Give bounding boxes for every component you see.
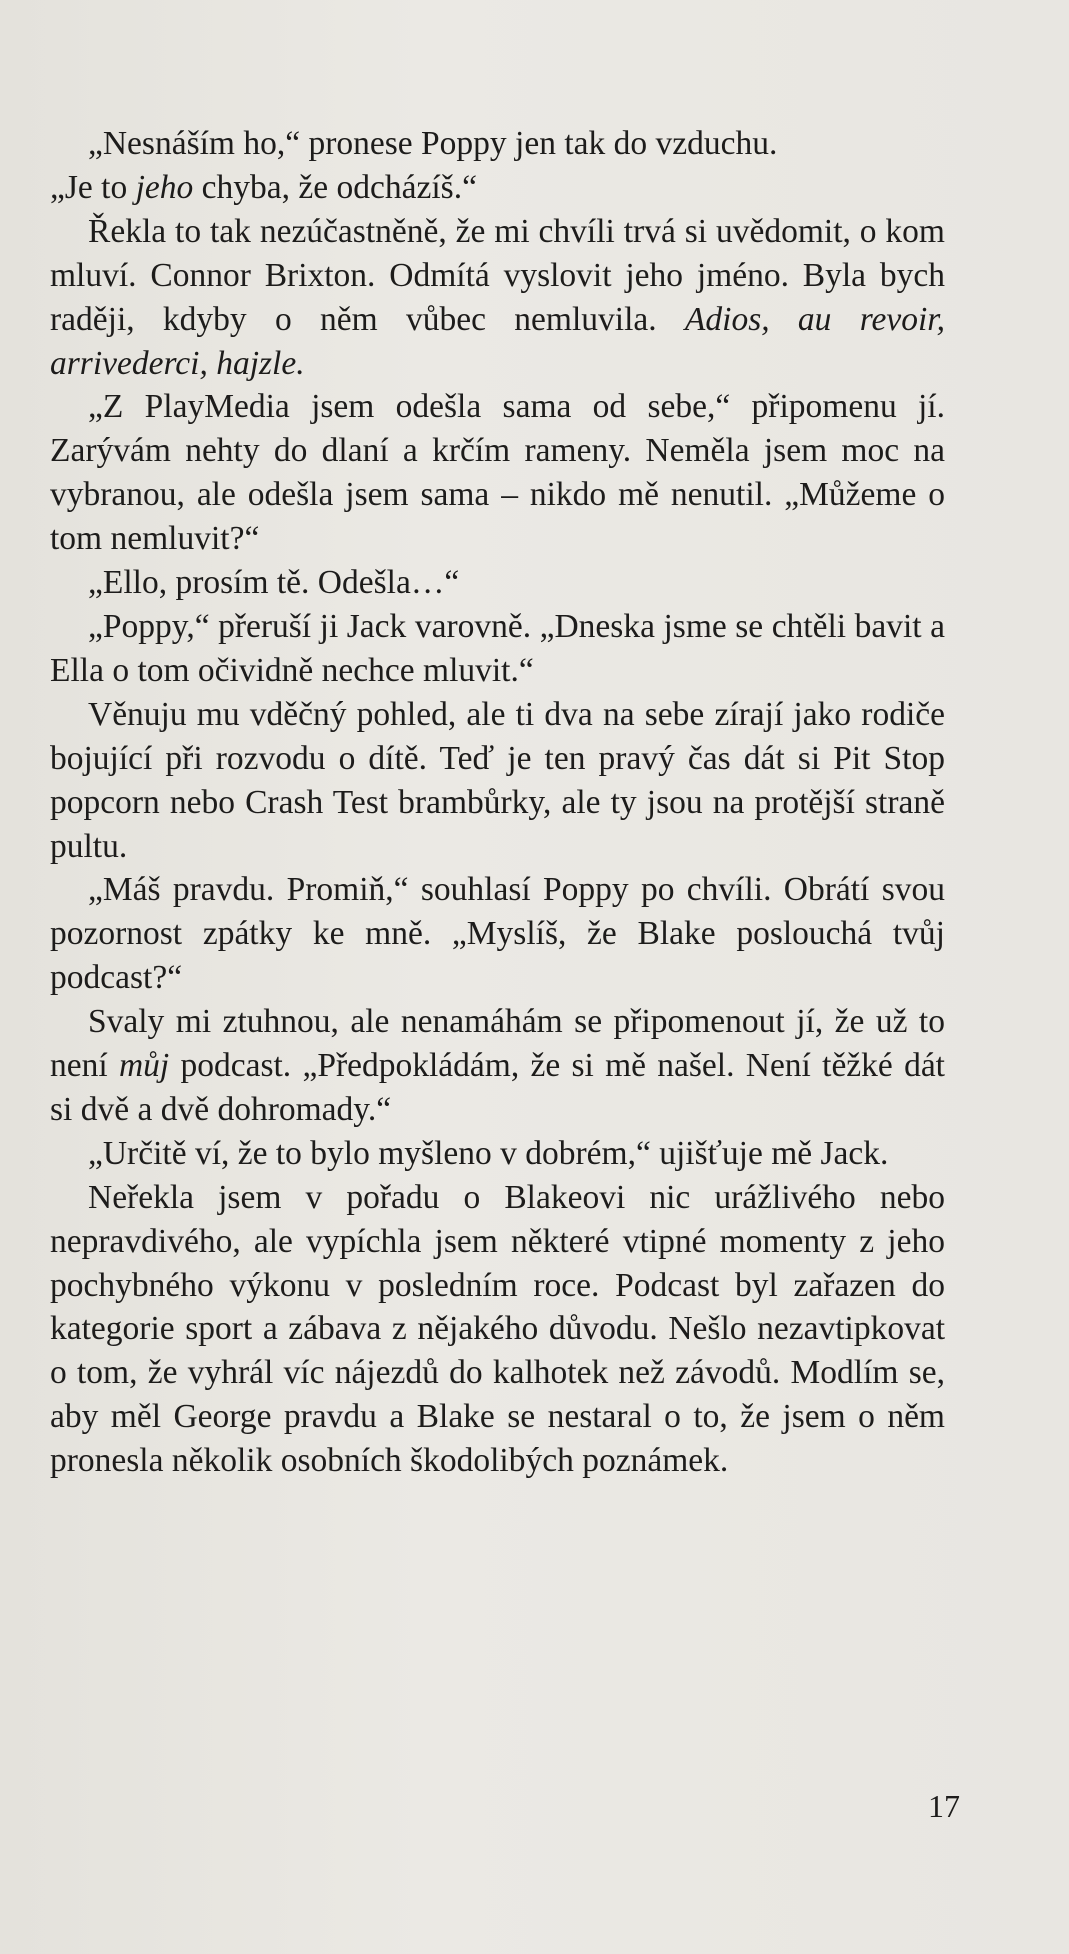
paragraph-1-line-a: „Nesnáším ho,“ pronese Poppy jen tak do vzduchu. <box>88 125 778 162</box>
paragraph-1-emphasis: jeho <box>135 168 194 206</box>
paragraph-9: „Určitě ví, že to bylo myšleno v dobrém,“ ujišťuje mě Jack. <box>88 1134 889 1172</box>
paragraph-2-text: Řekla to tak nezúčastněně, že mi chvíli trvá si uvědomit, o kom mluví. Connor Brixton. Odmítá vyslovit jeho jméno. Byla bych raději, kdyby o něm vůbec nemluvila. <box>50 212 945 338</box>
paragraph-4: „Ello, prosím tě. Odešla…“ <box>88 564 460 602</box>
paragraph-2 <box>50 210 945 386</box>
paragraph-8 <box>50 1000 945 1132</box>
paragraph-1-line-c: chyba, že odcházíš.“ <box>193 168 477 206</box>
paragraph-7: „Máš pravdu. Promiň,“ souhlasí Poppy po chvíli. Obrátí svou pozornost zpátky ke mně. „Myslíš, že Blake poslouchá tvůj podcast?“ <box>50 871 945 997</box>
paragraph-5: „Poppy,“ přeruší ji Jack varovně. „Dneska jsme se chtěli bavit a Ella o tom očividně nechce mluvit.“ <box>50 607 945 689</box>
paragraph-3: „Z PlayMedia jsem odešla sama od sebe,“ připomenu jí. Zarývám nehty do dlaní a krčím rameny. Neměla jsem moc na vybranou, ale odešla jsem sama – nikdo mě nenutil. „Můžeme o tom nemluvit?“ <box>50 388 945 558</box>
paragraph-1 <box>50 122 945 210</box>
paragraph-6: Věnuju mu vděčný pohled, ale ti dva na sebe zírají jako rodiče bojující při rozvodu o dítě. Teď je ten pravý čas dát si Pit Stop popcorn nebo Crash Test brambůrky, ale ty jsou na protější straně pultu. <box>50 695 945 865</box>
paragraph-8-emphasis: můj <box>118 1047 170 1085</box>
book-page-text <box>50 122 945 1483</box>
paragraph-1-line-b: „Je to <box>50 168 136 206</box>
paragraph-2-emphasis: Adios, au revoir, arrivederci, hajzle. <box>50 300 945 382</box>
paragraph-8-text-b: podcast. „Předpokládám, že si mě našel. Není těžké dát si dvě a dvě dohromady.“ <box>50 1047 945 1128</box>
page-number: 17 <box>928 1788 960 1824</box>
paragraph-8-text-a: Svaly mi ztuhnou, ale nenamáhám se připomenout jí, že už to není <box>50 1003 945 1085</box>
paragraph-10: Neřekla jsem v pořadu o Blakeovi nic urážlivého nebo nepravdivého, ale vypíchla jsem některé vtipné momenty z jeho pochybného výkonu v posledním roce. Podcast byl zařazen do kategorie sport a zábava z nějakého důvodu. Nešlo nezavtipkovat o tom, že vyhrál víc nájezdů do kalhotek než závodů. Modlím se, aby měl George pravdu a Blake se nestaral o to, že jsem o něm pronesla několik osobních škodolibých poznámek. <box>50 1178 945 1480</box>
